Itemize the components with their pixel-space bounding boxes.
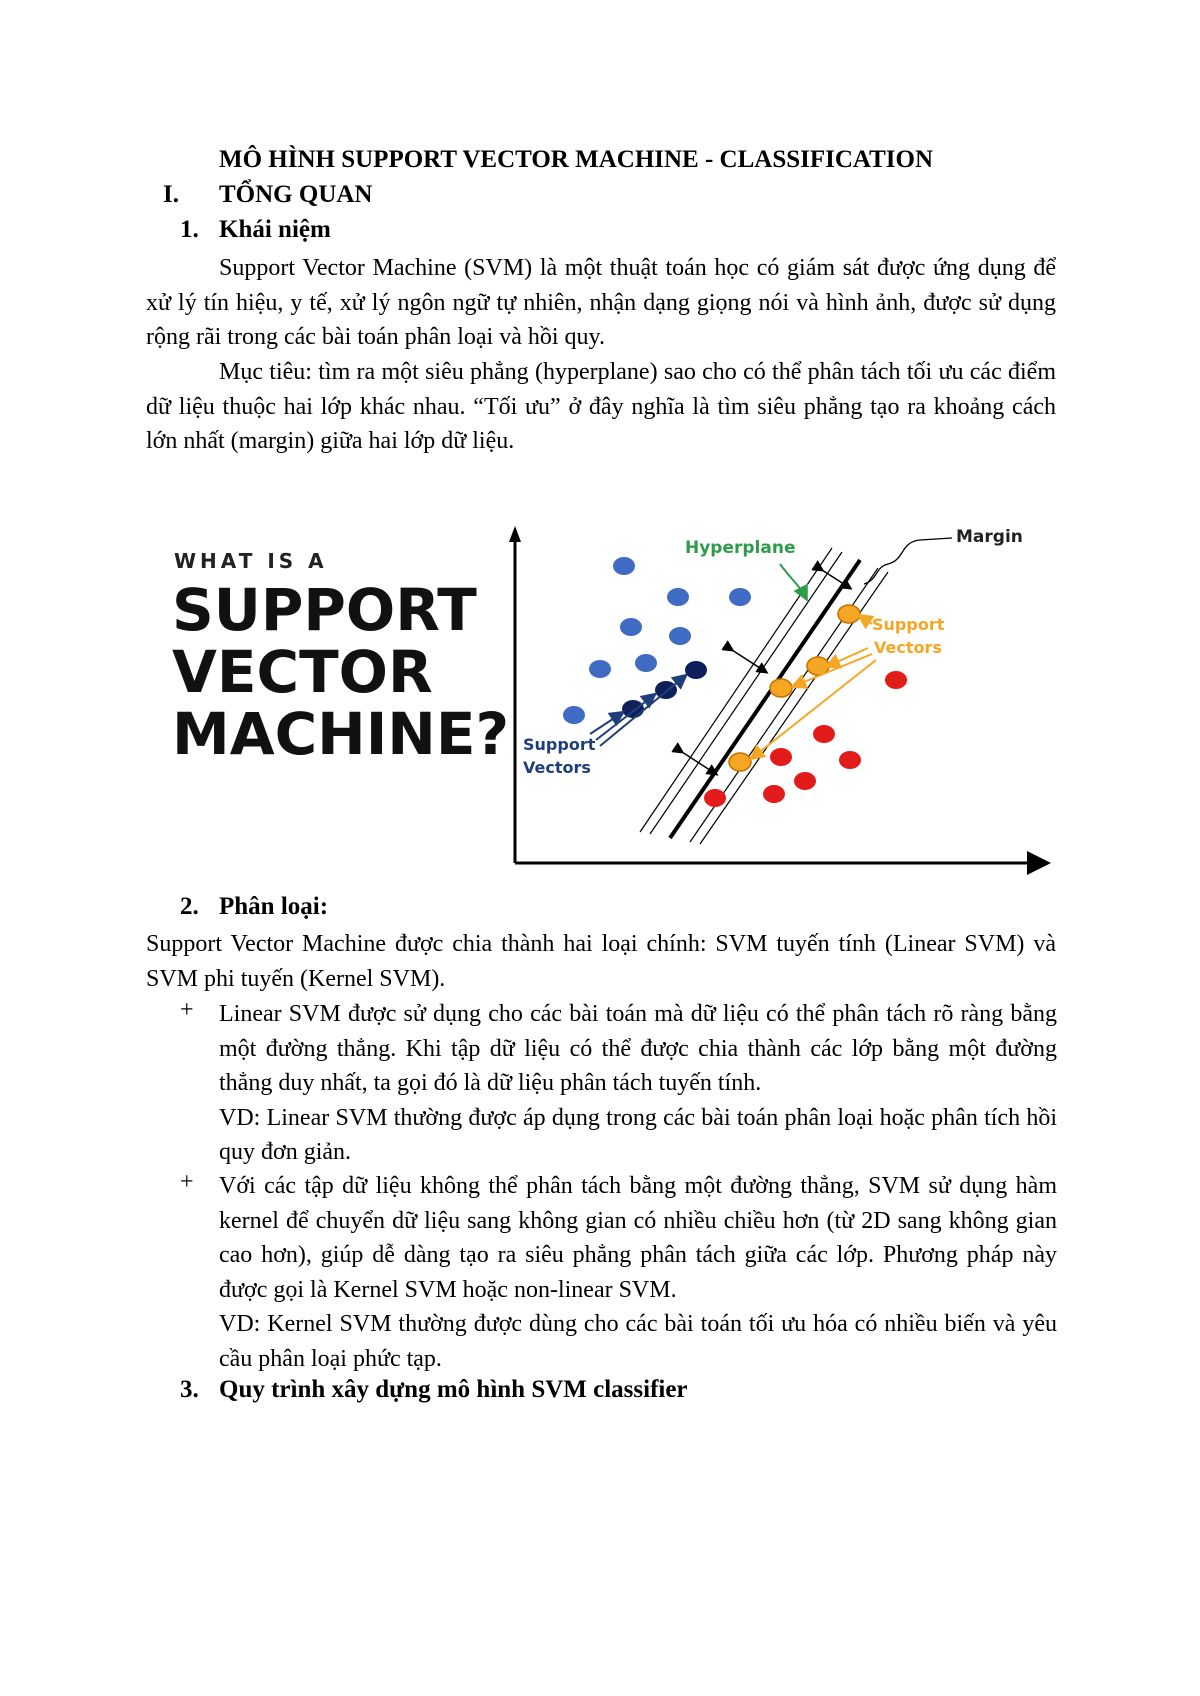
margin-pointer <box>864 538 952 584</box>
class-a-point <box>620 618 642 636</box>
bullet-marker: + <box>180 1169 194 1195</box>
class-b-point <box>763 785 785 803</box>
support-arrow-navy <box>596 695 654 740</box>
subsection-heading: Phân loại: <box>219 893 329 920</box>
bullet-text: Với các tập dữ liệu không thể phân tách bằng một đường thẳng, SVM sử dụng hàm kernel để chuyển dữ liệu sang không gian có nhiều chiều hơn (từ 2D sang không gian cao hơn), giúp dễ dàng tạo ra siêu phẳng phân tách giữa các lớp. Phương pháp này được gọi là Kernel SVM hoặc non-linear SVM. <box>219 1173 1057 1303</box>
headline-line-2: VECTOR <box>172 638 433 706</box>
class-b-support-vector <box>838 605 860 623</box>
support-vectors-label-right-line-1: Support <box>872 615 945 634</box>
bullet-example: VD: Kernel SVM thường được dùng cho các bài toán tối ưu hóa có nhiều biến và yêu cầu phân loại phức tạp. <box>219 1311 1057 1372</box>
class-a-support-vector <box>655 681 677 699</box>
class-a-point <box>667 588 689 606</box>
support-vectors-label-right-line-2: Vectors <box>874 638 942 657</box>
y-axis-arrow-icon <box>509 526 521 542</box>
margin-label: Margin <box>956 527 1023 547</box>
headline-line-3: MACHINE? <box>172 700 510 768</box>
subsection-heading: Quy trình xây dựng mô hình SVM classifier <box>219 1376 688 1403</box>
support-arrow-orange <box>794 654 872 686</box>
hyperplane-pointer <box>780 564 806 598</box>
subsection-number: 2. <box>180 893 199 920</box>
support-arrow-orange <box>860 616 872 624</box>
section-heading: TỔNG QUAN <box>219 181 373 208</box>
headline-small: WHAT IS A <box>174 549 328 573</box>
class-a-point <box>669 627 691 645</box>
bullet-example: VD: Linear SVM thường được áp dụng trong các bài toán phân loại hoặc phân tích hồi quy đơn giản. <box>219 1104 1057 1165</box>
subsection-number: 1. <box>180 216 199 243</box>
subsection-heading: Khái niệm <box>219 216 331 243</box>
support-vectors-label-left-line-1: Support <box>523 735 596 754</box>
class-b-point <box>839 751 861 769</box>
class-a-point <box>563 706 585 724</box>
hyperplane-label: Hyperplane <box>685 538 796 558</box>
class-a-support-vector <box>685 661 707 679</box>
class-b-point <box>885 671 907 689</box>
bullet-linear-svm <box>219 997 1057 1170</box>
svm-figure <box>160 520 1060 880</box>
paragraph-objective: Mục tiêu: tìm ra một siêu phẳng (hyperplane) sao cho có thể phân tách tối ưu các điểm dữ liệu thuộc hai lớp khác nhau. “Tối ưu” ở đây nghĩa là tìm siêu phẳng tạo ra khoảng cách lớn nhất (margin) giữa hai lớp dữ liệu. <box>146 359 1056 454</box>
class-b-support-vector <box>770 679 792 697</box>
class-b-point <box>770 748 792 766</box>
document-title: MÔ HÌNH SUPPORT VECTOR MACHINE - CLASSIFICATION <box>219 146 934 173</box>
class-b-point <box>704 789 726 807</box>
support-vectors-label-left-line-2: Vectors <box>523 758 591 777</box>
paragraph-types: Support Vector Machine được chia thành hai loại chính: SVM tuyến tính (Linear SVM) và SVM phi tuyến (Kernel SVM). <box>146 931 1056 992</box>
subsection-number: 3. <box>180 1376 199 1403</box>
class-a-point <box>729 588 751 606</box>
section-number: I. <box>163 181 179 208</box>
class-a-point <box>613 557 635 575</box>
class-b-point <box>794 772 816 790</box>
support-arrow-navy <box>600 676 685 746</box>
paragraph-definition: Support Vector Machine (SVM) là một thuật toán học có giám sát được ứng dụng để xử lý tín hiệu, y tế, xử lý ngôn ngữ tự nhiên, nhận dạng giọng nói và hình ảnh, được sử dụng rộng rãi trong các bài toán phân loại và hồi quy. <box>146 255 1056 350</box>
class-a-point <box>635 654 657 672</box>
bullet-text: Linear SVM được sử dụng cho các bài toán mà dữ liệu có thể phân tách rõ ràng bằng một đường thẳng. Khi tập dữ liệu có thể được chia thành các lớp bằng một đường thẳng duy nhất, ta gọi đó là dữ liệu phân tách tuyến tính. <box>219 1001 1057 1096</box>
bullet-kernel-svm <box>219 1169 1057 1376</box>
class-b-support-vector <box>729 753 751 771</box>
bullet-marker: + <box>180 997 194 1023</box>
headline-line-1: SUPPORT <box>172 576 477 644</box>
class-a-point <box>589 660 611 678</box>
class-b-point <box>813 725 835 743</box>
class-a-support-vector <box>622 700 644 718</box>
